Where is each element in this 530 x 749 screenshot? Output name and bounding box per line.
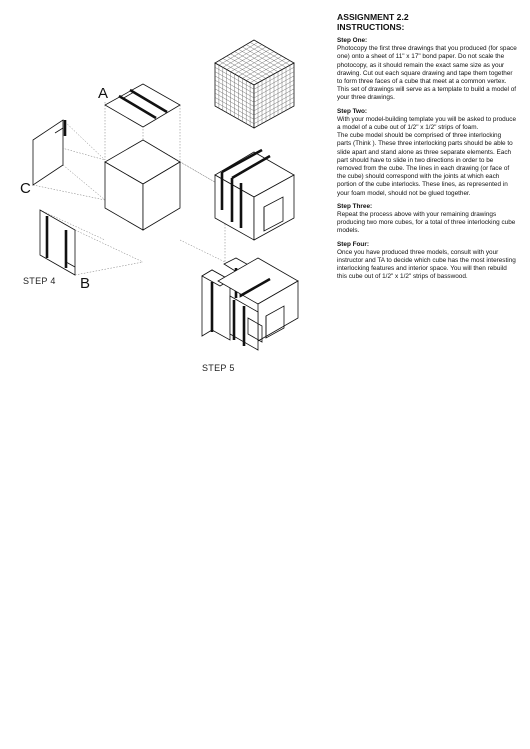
face-b (40, 210, 75, 275)
instructions-heading: INSTRUCTIONS: (337, 22, 405, 32)
assignment-title: ASSIGNMENT 2.2 (337, 12, 409, 22)
step-one (337, 37, 517, 103)
face-label-c: C (20, 180, 31, 197)
interlock-cube (215, 150, 294, 240)
step-two (337, 108, 517, 198)
face-a (105, 84, 180, 127)
step-heading: Step One: (337, 37, 368, 44)
face-label-b: B (80, 275, 91, 292)
grid-cube (215, 40, 294, 128)
step-four (337, 241, 517, 282)
face-c (33, 120, 65, 185)
step4-label: STEP 4 (23, 276, 56, 286)
instructions-panel (337, 12, 517, 282)
step-heading: Step Three: (337, 202, 373, 210)
face-label-a: A (98, 85, 109, 102)
step4-exploded-template (20, 84, 225, 292)
step-body: Once you have produced three models, consult with your instructor and TA to decide which cube has the most interesting interlocking features and interior space. You will then rebuild this cube out of 1/2" x 1/2" strips of basswood. (337, 248, 516, 281)
step5-label: STEP 5 (202, 363, 235, 373)
step-body: Repeat the process above with your remaining drawings producing two more cubes, for a total of three interlocking cube models. (337, 211, 516, 235)
step-body: Photocopy the first three drawings that you produced (for space one) onto a sheet of 11" x 17" bond paper. Do not scale the photocopy, as it should remain the exact same size as your drawing. Cut out each square drawing and tape them together to form three faces of a cube that meet at a common vertex. This set of drawings will serve as a template to build a model of your three drawings. (337, 45, 517, 102)
step-heading: Step Two: (337, 107, 368, 115)
step-three (337, 203, 517, 236)
step-heading: Step Four: (337, 240, 369, 248)
step-body: With your model-building template you will be asked to produce a model of a cube out of 1/2" x 1/2" strips of foam. The cube model should be comprised of three interlocking parts (Think ). These three interlocking parts should be able to slide apart and stand alone as three separate elements. Each part should have to slide in two directions in order to be removed from the cube. The lines in each drawing (or face of the cube) should correspond with the joints at which each portion of the cube interlocks. These lines, as represented in your foam model, should not be glued together. (337, 115, 517, 197)
step5-exploded-pieces (202, 258, 298, 373)
center-cube (105, 140, 180, 230)
